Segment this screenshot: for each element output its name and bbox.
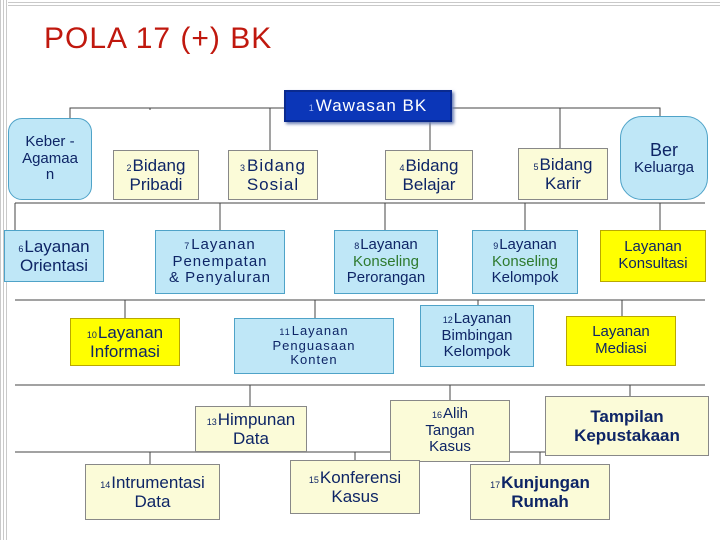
layanan-konseling-kelompok-box: 9Layanan Konseling Kelompok xyxy=(472,230,578,294)
himpunan-data-box: 13Himpunan Data xyxy=(195,406,307,452)
bidang-pribadi-box: 2Bidang Pribadi xyxy=(113,150,199,200)
konferensi-kasus-box: 15Konferensi Kasus xyxy=(290,460,420,514)
ber-keluarga-box: Ber Keluarga xyxy=(620,116,708,200)
layanan-konseling-perorangan-box: 8Layanan Konseling Perorangan xyxy=(334,230,438,294)
layanan-konsultasi-box: Layanan Konsultasi xyxy=(600,230,706,282)
tampilan-kepustakaan-box: Tampilan Kepustakaan xyxy=(545,396,709,456)
bidang-belajar-box: 4Bidang Belajar xyxy=(385,150,473,200)
layanan-informasi-box: 10Layanan Informasi xyxy=(70,318,180,366)
keber-agamaan-box: Keber - Agamaa n xyxy=(8,118,92,200)
kunjungan-rumah-box: 17Kunjungan Rumah xyxy=(470,464,610,520)
layanan-penempatan-box: 7Layanan Penempatan & Penyaluran xyxy=(155,230,285,294)
layanan-penguasaan-konten-box: 11Layanan Penguasaan Konten xyxy=(234,318,394,374)
alih-tangan-kasus-box: 16Alih Tangan Kasus xyxy=(390,400,510,462)
layanan-bimbingan-kelompok-box: 12Layanan Bimbingan Kelompok xyxy=(420,305,534,367)
intrumentasi-data-box: 14Intrumentasi Data xyxy=(85,464,220,520)
bidang-sosial-box: 3Bidang Sosial xyxy=(228,150,318,200)
layanan-mediasi-box: Layanan Mediasi xyxy=(566,316,676,366)
layanan-orientasi-box: 6Layanan Orientasi xyxy=(4,230,104,282)
page-title: POLA 17 (+) BK xyxy=(44,22,273,55)
wawasan-bk-box: 1Wawasan BK xyxy=(284,90,452,122)
bidang-karir-box: 5Bidang Karir xyxy=(518,148,608,200)
